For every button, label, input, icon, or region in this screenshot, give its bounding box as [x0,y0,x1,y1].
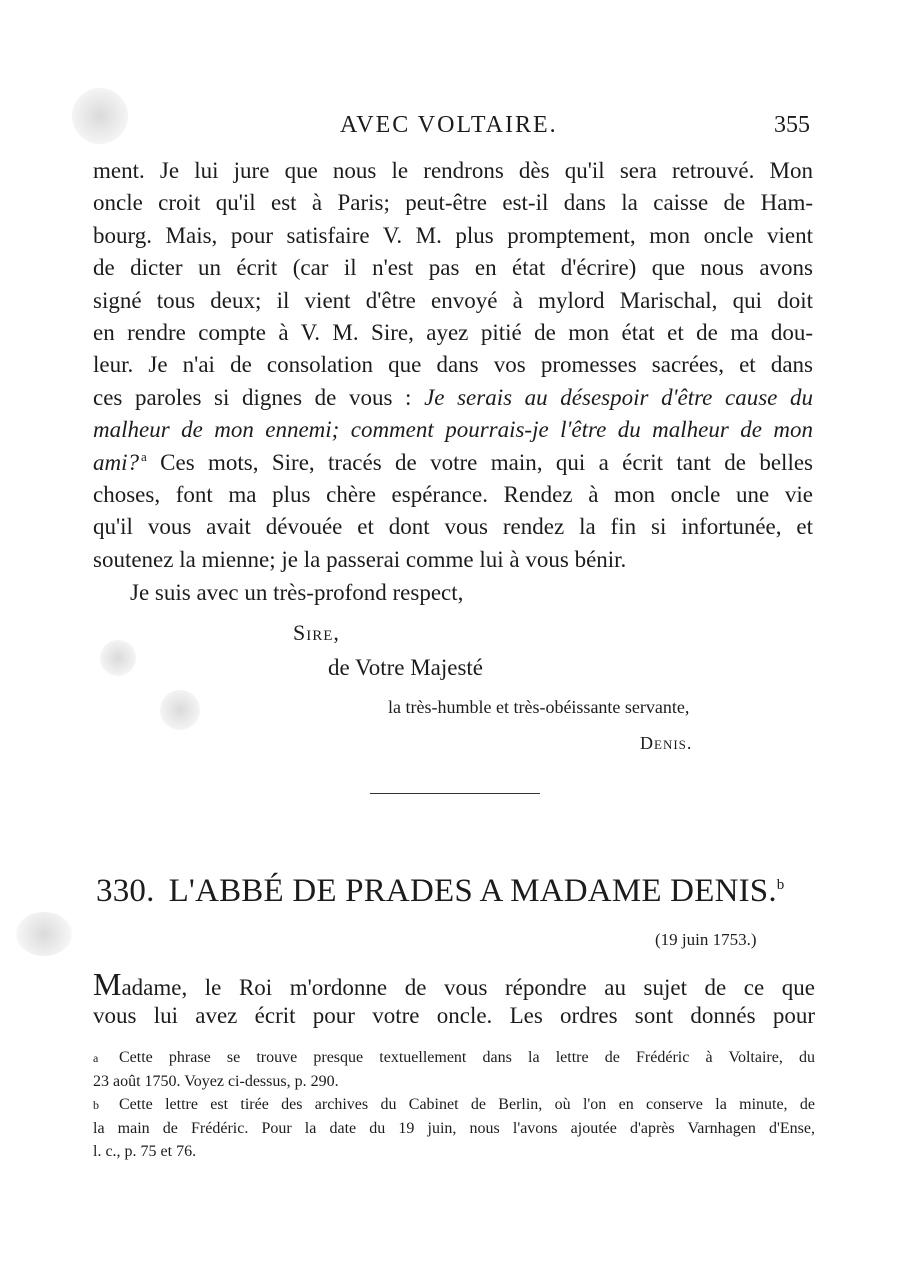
text-line [93,447,813,479]
text-line: qu'il vous avait dévouée et dont vous rendez la fin si infortunée, et [93,514,813,540]
quote-italic: ami? [93,449,139,475]
footnote-b [93,1093,815,1117]
footnote-a [93,1046,815,1070]
footnote-text: Cette phrase se trouve presque textuellement dans la lettre de Frédéric à Voltaire, du [119,1049,815,1066]
scan-speck [100,640,136,676]
closing-majesty: de Votre Majesté [328,655,484,680]
closing-servant: la très-humble et très-obéissante servante, [388,697,690,717]
scan-speck [160,690,200,730]
text-fragment: adame, le Roi m'ordonne de vous répondre au sujet de ce que [121,975,815,1000]
text-line: signé tous deux; il vient d'être envoyé à mylord Marischal, qui doit [93,287,813,313]
running-head-title: AVEC VOLTAIRE. [340,112,558,138]
text-line: leur. Je n'ai de consolation que dans vos promesses sacrées, et dans [93,352,813,378]
page-number: 355 [774,112,810,138]
drop-cap: M [93,966,122,1002]
closing-signature: Denis. [640,733,693,753]
letter-body [93,968,815,1033]
text-line: en rendre compte à V. M. Sire, ayez pitié de mon état et de ma dou- [93,319,813,345]
scan-speck [16,912,72,956]
footnote-text: Cette lettre est tirée des archives du Cabinet de Berlin, où l'on en conserve la minute, de [119,1096,815,1113]
text-line [93,414,813,446]
section-divider [370,793,540,794]
footnote-b-cont: la main de Frédéric. Pour la date du 19 juin, nous l'avons ajoutée d'après Varnhagen d'Ense, [93,1119,815,1137]
text-line: bourg. Mais, pour satisfaire V. M. plus promptement, mon oncle vient [93,222,813,248]
text-line: oncle croit qu'il est à Paris; peut-être est-il dans la caisse de Ham- [93,190,813,216]
footnote-b-cont: l. c., p. 75 et 76. [93,1143,197,1160]
footnote-a-cont: 23 août 1750. Voyez ci-dessus, p. 290. [93,1072,339,1090]
quote-prefix: ces paroles si dignes de vous : [93,384,425,410]
text-line [93,382,813,414]
text-fragment: Ces mots, Sire, tracés de votre main, qui a écrit tant de belles [146,449,813,475]
quote-italic: malheur de mon ennemi; comment pourrais-je l'être du malheur de mon [93,417,813,443]
footnote-mark: a [93,1051,99,1065]
closing-salutation: Sire, [293,620,340,645]
text-line: vous lui avez écrit pour votre oncle. Les ordres sont donnés pour [93,1003,815,1029]
text-line: de dicter un écrit (car il n'est pas en état d'écrire) que nous avons [93,255,813,281]
text-line: soutenez la mienne; je la passerai comme lui à vous bénir. [93,546,627,572]
letter-number: 330. [96,873,155,909]
footnote-ref-a: a [141,448,147,464]
letter-date: (19 juin 1753.) [655,930,757,949]
text-line: choses, font ma plus chère espérance. Rendez à mon oncle une vie [93,481,813,507]
letter-title: L'ABBÉ DE PRADES A MADAME DENIS. [168,873,777,909]
letter-heading [96,873,836,910]
letter-body-continued [93,155,813,576]
quote-italic: Je serais au désespoir d'être cause du [424,384,813,410]
footnote-mark: b [93,1098,99,1112]
running-head [0,112,900,152]
text-line: ment. Je lui jure que nous le rendrons dès qu'il sera retrouvé. Mon [93,158,813,183]
footnotes [93,1046,815,1164]
closing-respect: Je suis avec un très-profond respect, [130,580,464,605]
text-line [93,968,815,1000]
footnote-ref-b: b [776,877,785,893]
